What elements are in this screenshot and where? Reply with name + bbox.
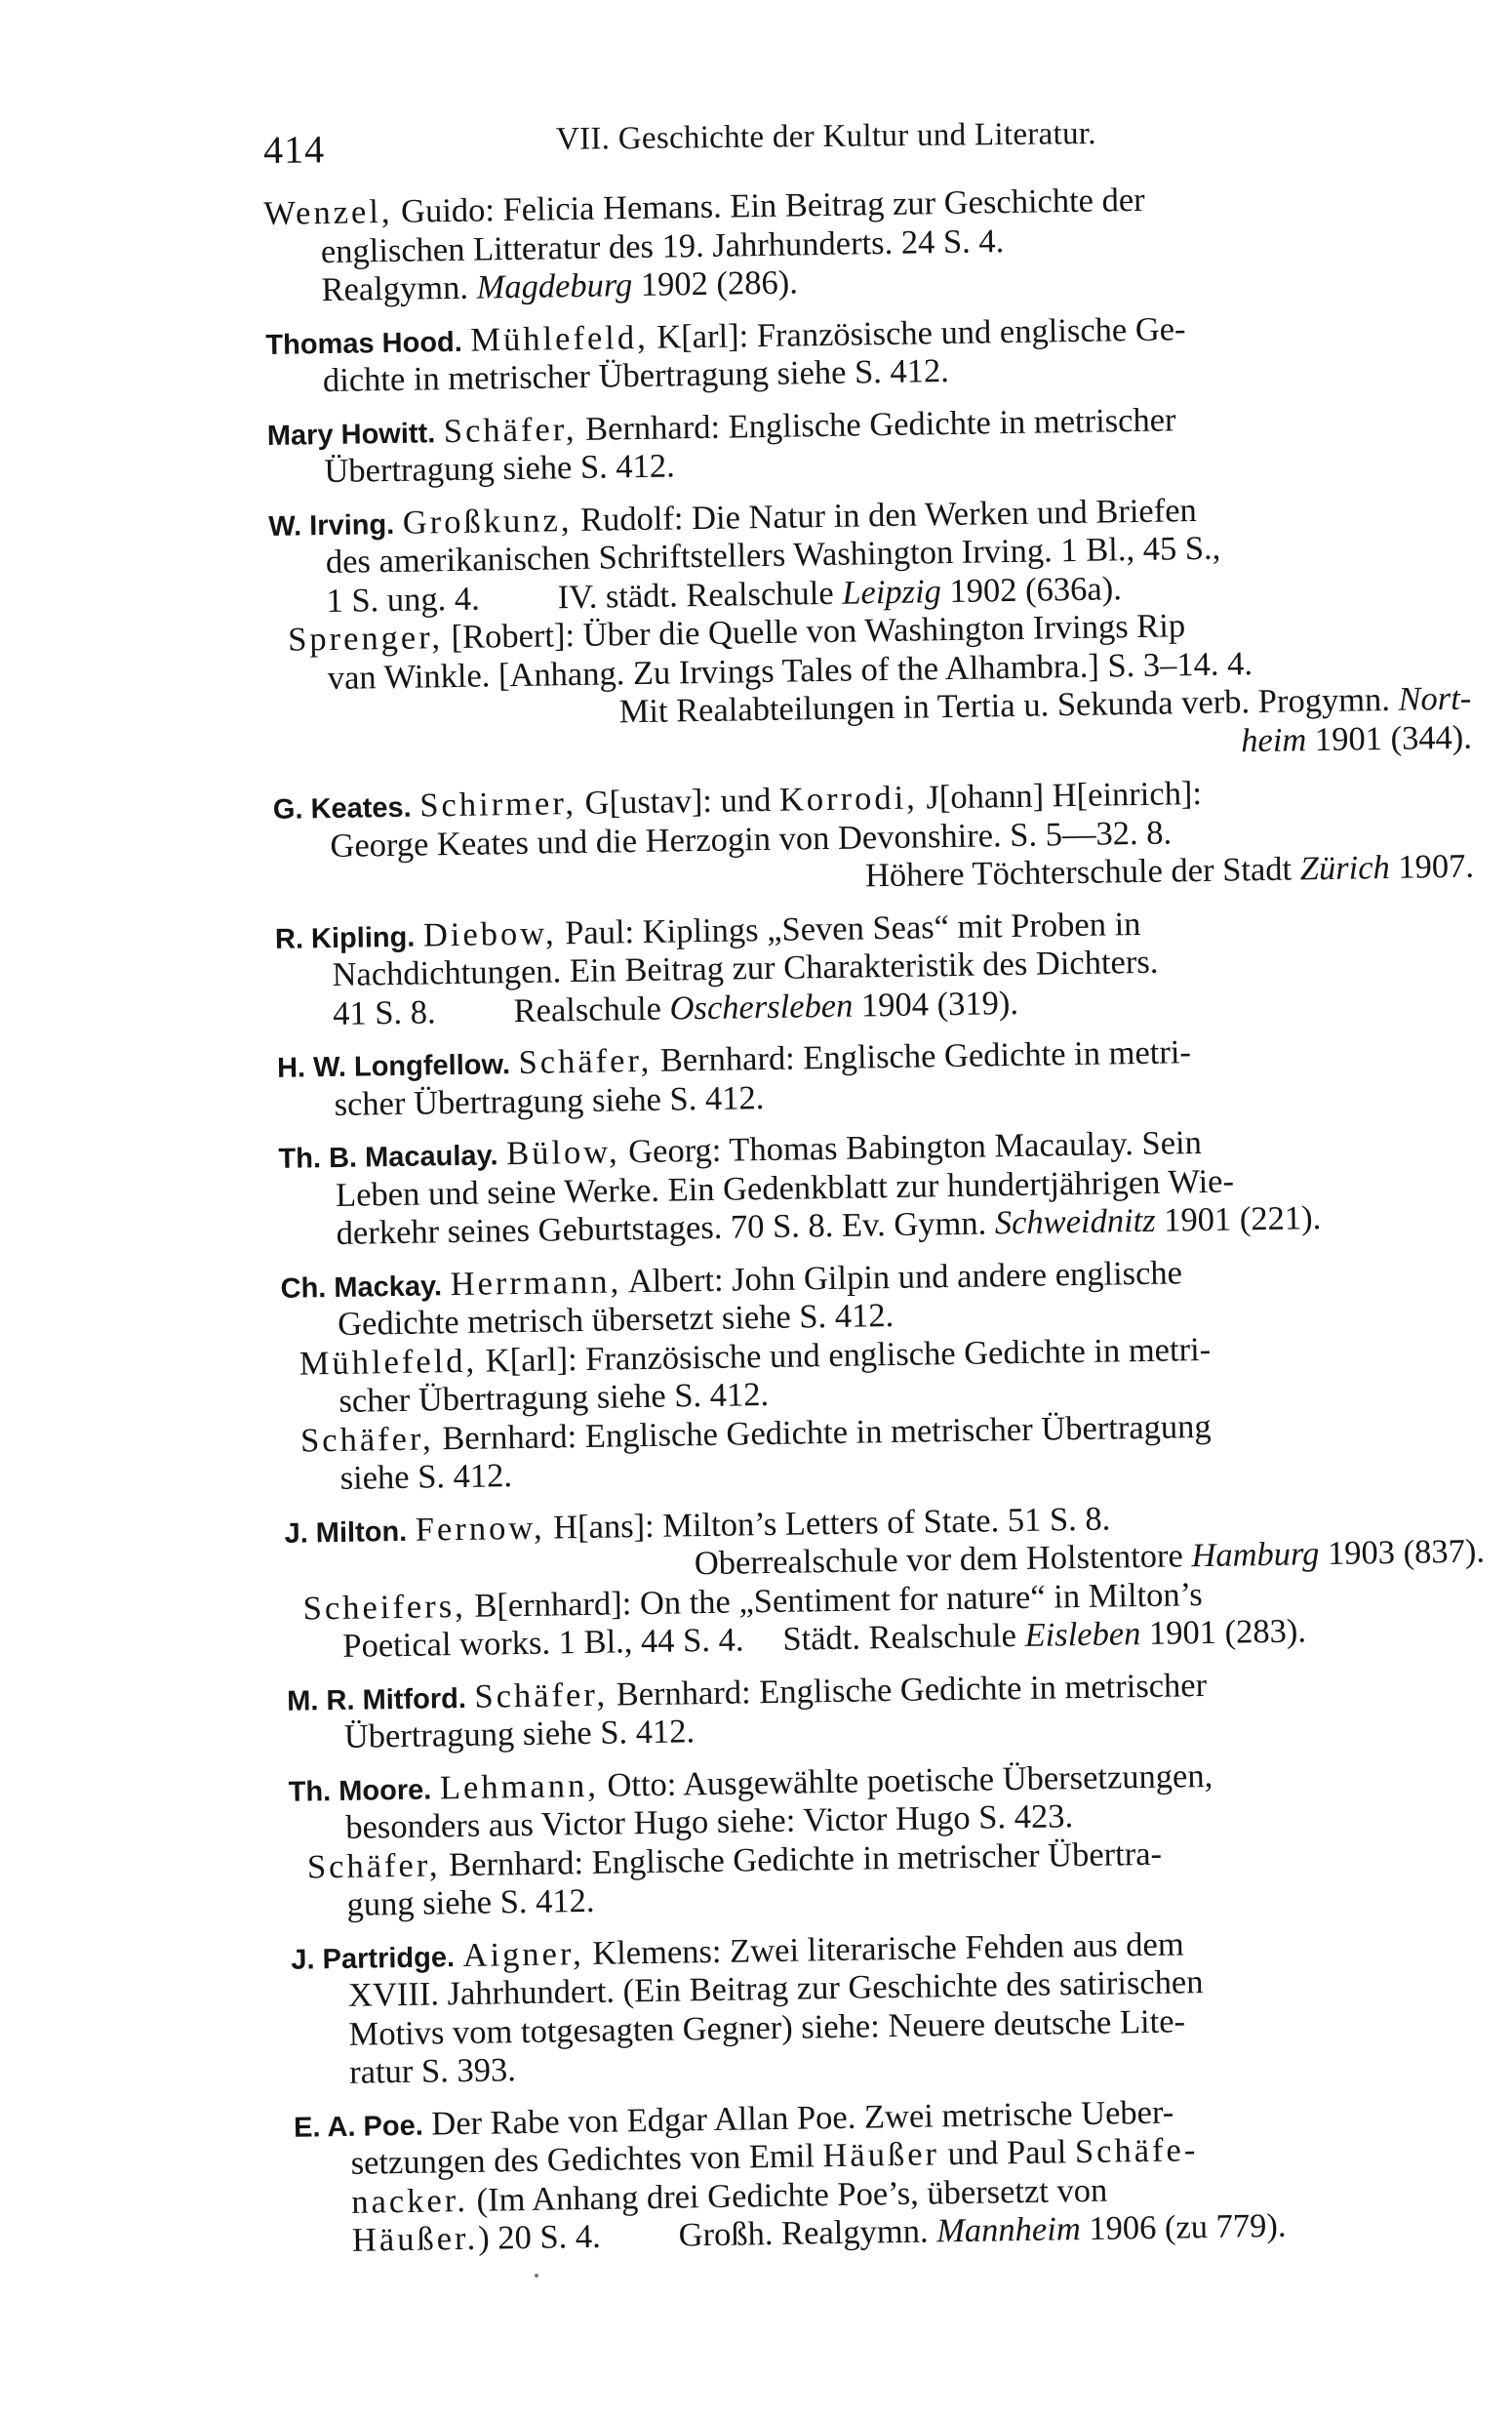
entry-text: Bernhard: Englische Gedichte in metri- <box>651 1033 1192 1079</box>
author-name: Mühlefeld, <box>298 1342 478 1383</box>
entry-heading: M. R. Mitford. <box>286 1682 467 1717</box>
entry-heading: Th. Moore. <box>288 1773 432 1808</box>
bibliography-entry <box>291 1920 1512 2094</box>
bibliography-entry <box>288 1753 1509 1926</box>
entry-heading: R. Kipling. <box>274 921 416 955</box>
spacer <box>480 608 558 609</box>
bibliography-list <box>263 176 1512 2275</box>
entry-year: 1904 (319). <box>853 984 1019 1025</box>
entry-heading: J. Milton. <box>284 1515 408 1550</box>
entry-text: 41 S. 8. <box>332 992 436 1032</box>
entry-text: Nachdichtungen. Ein Beitrag zur Charakteristik des Dichters. <box>332 943 1159 993</box>
entry-text: Motivs vom totgesagten Gegner) siehe: Neuere deutsche Lite- <box>348 2001 1186 2053</box>
entry-text: K[arl]: Französische und englische Gedichte in metri- <box>476 1330 1212 1380</box>
page-number: 414 <box>262 127 326 172</box>
bibliography-entry <box>277 1028 1497 1125</box>
entry-text: Oberrealschule vor dem Holstentore <box>694 1537 1192 1583</box>
author-name: Schäfer, <box>299 1419 434 1460</box>
entry-text: englischen Litteratur des 19. Jahrhunderts. 24 S. 4. <box>320 222 1005 270</box>
author-name: Korrodi, <box>778 779 919 819</box>
entry-text: George Keates und die Herzogin von Devonshire. S. 5—32. 8. <box>330 813 1173 865</box>
running-title: VII. Geschichte der Kultur und Literatur. <box>555 116 1096 157</box>
author-name: Schäfe- <box>1074 2131 1199 2171</box>
entry-text: ) 20 S. 4. <box>477 2217 602 2257</box>
bibliography-entry <box>267 396 1488 493</box>
entry-text: Paul: Kiplings „Seven Seas“ mit Proben in <box>556 905 1141 951</box>
bibliography-entry <box>263 176 1485 310</box>
entry-text: ratur S. 393. <box>348 2051 517 2091</box>
entry-heading: Thomas Hood. <box>265 326 463 361</box>
entry-year: 1901 (344). <box>1305 718 1473 758</box>
entry-text: siehe S. 412. <box>339 1457 513 1497</box>
author-name: Häußer. <box>351 2219 479 2259</box>
author-name: Häußer <box>822 2135 940 2175</box>
author-name: Mühlefeld, <box>470 318 649 359</box>
place-name: Eisleben <box>1024 1615 1141 1654</box>
entry-text: Leben und seine Werke. Ein Gedenkblatt zur hundertjährigen Wie- <box>335 1161 1235 1214</box>
author-name: Bülow, <box>505 1133 620 1173</box>
entry-text: Übertragung siehe S. 412. <box>343 1713 696 1755</box>
entry-text: (Im Anhang drei Gedichte Poe’s, übersetzt von <box>467 2171 1108 2219</box>
entry-text: Otto: Ausgewählte poetische Übersetzungen, <box>598 1756 1214 1804</box>
entry-text: Klemens: Zwei literarische Fehden aus dem <box>583 1924 1184 1972</box>
entry-heading: E. A. Poe. <box>293 2110 424 2144</box>
place-name: Hamburg <box>1191 1535 1320 1575</box>
entry-text: IV. städt. Realschule <box>557 574 843 616</box>
entry-text: dichte in metrischer Übertragung siehe S. 412. <box>322 351 950 400</box>
entry-heading: W. Irving. <box>268 508 395 543</box>
author-name: Schirmer, <box>419 785 577 825</box>
entry-text: Albert: John Gilpin und andere englische <box>620 1253 1183 1300</box>
bibliography-entry <box>265 305 1486 402</box>
bibliography-entry <box>278 1119 1499 1254</box>
entry-year: 1903 (837). <box>1319 1532 1486 1573</box>
entry-text: [Robert]: Über die Quelle von Washington Irvings Rip <box>442 607 1186 657</box>
place-name: Schweidnitz <box>994 1201 1156 1242</box>
entry-text: Bernhard: Englische Gedichte in metrischer Übertragung <box>433 1407 1212 1457</box>
entry-text: Übertragung siehe S. 412. <box>324 447 676 491</box>
entry-text: van Winkle. [Anhang. Zu Irvings Tales of the Alhambra.] S. 3–14. 4. <box>327 644 1253 697</box>
entry-heading: Ch. Mackay. <box>280 1270 443 1305</box>
print-speck <box>535 2274 538 2278</box>
entry-text: gung siehe S. 412. <box>346 1881 595 1923</box>
entry-text: G[ustav]: und <box>576 781 780 823</box>
place-name: Mannheim <box>935 2210 1081 2250</box>
entry-text: besonders aus Victor Hugo siehe: Victor Hugo S. 423. <box>344 1797 1074 1846</box>
spacer <box>744 1650 783 1651</box>
bibliography-entry <box>273 770 1494 905</box>
entry-text: Mit Realabteilungen in Tertia u. Sekunda verb. Progymn. <box>618 680 1399 731</box>
author-name: Schäfer, <box>443 410 577 450</box>
entry-heading: J. Partridge. <box>291 1941 456 1976</box>
entry-text: und Paul <box>938 2133 1076 2173</box>
page-header <box>263 104 1318 174</box>
spacer <box>436 1022 514 1023</box>
entry-year: 1902 (636a). <box>940 569 1123 610</box>
bibliography-entry <box>287 1662 1507 1758</box>
entry-text: scher Übertragung siehe S. 412. <box>338 1376 770 1420</box>
author-name: Herrmann, <box>450 1262 622 1303</box>
bibliography-entry <box>268 487 1492 776</box>
bibliography-entry <box>280 1249 1503 1500</box>
entry-text: Städt. Realschule <box>782 1616 1025 1658</box>
entry-text: Gedichte metrisch übersetzt siehe S. 412. <box>337 1296 895 1343</box>
author-name: nacker. <box>351 2181 469 2221</box>
entry-year: 1907. <box>1389 847 1475 886</box>
bibliography-entry <box>284 1494 1505 1668</box>
entry-heading: Th. B. Macaulay. <box>278 1140 498 1175</box>
entry-heading: H. W. Longfellow. <box>276 1049 511 1084</box>
entry-text: Bernhard: Englische Gedichte in metrischer Übertra- <box>440 1835 1163 1883</box>
place-name: Magdeburg <box>476 266 633 306</box>
entry-text: 1 S. ung. 4. <box>326 580 481 620</box>
entry-text: Der Rabe von Edgar Allan Poe. Zwei metrische Ueber- <box>431 2093 1174 2143</box>
author-name: Aigner, <box>462 1934 584 1974</box>
entry-text: des amerikanischen Schriftstellers Washington Irving. 1 Bl., 45 S., <box>325 529 1221 582</box>
entry-year: 1902 (286). <box>631 263 799 304</box>
spacer <box>601 2246 679 2247</box>
author-name: Großkunz, <box>402 501 573 542</box>
entry-text: Realschule <box>513 989 670 1029</box>
entry-text: H[ans]: Milton’s Letters of State. 51 S. 8. <box>544 1500 1111 1547</box>
entry-heading: Mary Howitt. <box>266 417 436 452</box>
place-name: Leipzig <box>841 572 942 612</box>
author-name: Wenzel, <box>263 192 393 232</box>
entry-text: J[ohann] H[einrich]: <box>917 774 1203 817</box>
entry-text: Rudolf: Die Natur in den Werken und Briefen <box>572 491 1198 539</box>
entry-text: setzungen des Gedichtes von Emil <box>350 2137 823 2182</box>
entry-year: 1901 (283). <box>1140 1612 1307 1653</box>
bibliography-entry <box>294 2088 1512 2262</box>
author-name: Diebow, <box>422 913 557 954</box>
entry-text: Realgymn. <box>321 268 477 309</box>
entry-text: Bernhard: Englische Gedichte in metrischer <box>577 400 1176 448</box>
author-name: Fernow, <box>415 1509 545 1549</box>
entry-text: B[ernhard]: On the „Sentiment for nature“ in Milton’s <box>465 1575 1203 1625</box>
entry-text: Bernhard: Englische Gedichte in metrischer <box>607 1666 1208 1714</box>
entry-year: 1906 (zu 779). <box>1080 2206 1287 2248</box>
place-name: Oschersleben <box>669 987 854 1028</box>
entry-text: Guido: Felicia Hemans. Ein Beitrag zur Geschichte der <box>392 181 1145 230</box>
author-name: Schäfer, <box>474 1675 609 1715</box>
entry-year: 1901 (221). <box>1155 1199 1322 1239</box>
author-name: Lehmann, <box>439 1766 600 1806</box>
author-name: Schäfer, <box>518 1041 653 1081</box>
bibliography-entry <box>275 900 1496 1034</box>
place-name: Zürich <box>1299 848 1391 888</box>
author-name: Scheifers, <box>302 1587 467 1628</box>
entry-text: K[arl]: Französische und englische Ge- <box>648 309 1186 356</box>
place-name: heim <box>1240 720 1307 759</box>
entry-heading: G. Keates. <box>272 791 412 826</box>
place-name: Nort- <box>1398 679 1472 718</box>
entry-text: derkehr seines Geburtstages. 70 S. 8. Ev. Gymn. <box>336 1204 996 1252</box>
entry-text: Poetical works. 1 Bl., 44 S. 4. <box>342 1621 744 1665</box>
entry-text: Höhere Töchterschule der Stadt <box>864 850 1301 895</box>
author-name: Sprenger, <box>287 619 444 659</box>
entry-text: scher Übertragung siehe S. 412. <box>334 1078 765 1123</box>
entry-text: Georg: Thomas Babington Macaulay. Sein <box>619 1124 1203 1171</box>
entry-text: XVIII. Jahrhundert. (Ein Beitrag zur Geschichte des satirischen <box>347 1963 1204 2014</box>
entry-text: Großh. Realgymn. <box>678 2212 937 2254</box>
author-name: Schäfer, <box>306 1845 441 1886</box>
